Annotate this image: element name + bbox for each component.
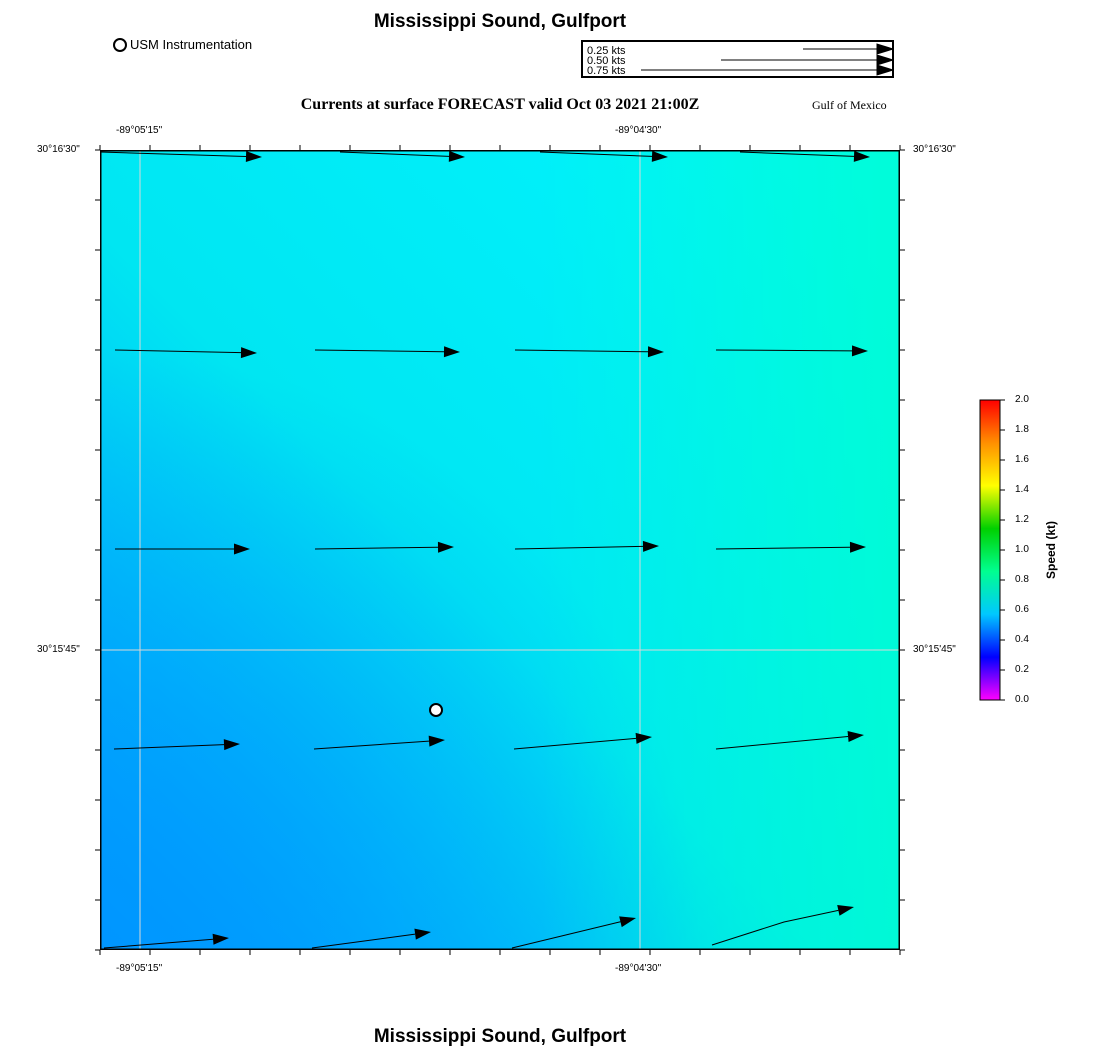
scale-label-075: 0.75 kts — [587, 65, 626, 77]
scale-arrowhead-025 — [877, 44, 893, 54]
lat-label-left-1: 30°16'30" — [37, 144, 80, 155]
map-title: Mississippi Sound, Gulfport — [373, 11, 627, 32]
colorbar-tick-label: 0.6 — [1015, 604, 1029, 615]
vector-scale-legend — [581, 40, 894, 78]
colorbar-title: Speed (kt) — [1044, 520, 1059, 580]
lat-label-right-2: 30°15'45" — [913, 644, 956, 655]
region-label: Gulf of Mexico — [812, 98, 887, 112]
colorbar-tick-label: 0.0 — [1015, 694, 1029, 705]
lon-label-top-2: -89°04'30" — [615, 125, 662, 136]
lon-label-top-1: -89°05'15" — [116, 125, 163, 136]
lat-label-left-2: 30°15'45" — [37, 644, 80, 655]
footer-title: Mississippi Sound, Gulfport — [373, 1026, 627, 1047]
lat-label-right-1: 30°16'30" — [913, 144, 956, 155]
lon-label-bottom-1: -89°05'15" — [116, 963, 163, 974]
colorbar-tick-label: 1.4 — [1015, 484, 1029, 495]
usm-legend — [113, 37, 252, 52]
scale-label-025: 0.25 kts — [587, 45, 626, 57]
colorbar-body — [980, 400, 1000, 700]
frame-ticks — [90, 140, 910, 960]
lon-label-bottom-2: -89°04'30" — [615, 963, 662, 974]
colorbar-tick-label: 1.8 — [1015, 424, 1029, 435]
usm-legend-label: USM Instrumentation — [130, 37, 253, 52]
colorbar-tick-label: 0.4 — [1015, 634, 1029, 645]
scale-arrowhead-075 — [877, 65, 893, 75]
scale-label-050: 0.50 kts — [587, 55, 626, 67]
colorbar-tick-label: 1.6 — [1015, 454, 1029, 465]
forecast-title: Currents at surface FORECAST valid Oct 03 2021 21:00Z — [300, 96, 700, 113]
scale-arrows — [581, 40, 894, 78]
scale-arrowhead-050 — [877, 55, 893, 65]
colorbar-tick-label: 0.8 — [1015, 574, 1029, 585]
colorbar-tick-label: 1.2 — [1015, 514, 1029, 525]
colorbar-tick-label: 0.2 — [1015, 664, 1029, 675]
colorbar-tick-label: 2.0 — [1015, 394, 1029, 405]
usm-marker-icon — [113, 38, 127, 52]
colorbar-tick-label: 1.0 — [1015, 544, 1029, 555]
